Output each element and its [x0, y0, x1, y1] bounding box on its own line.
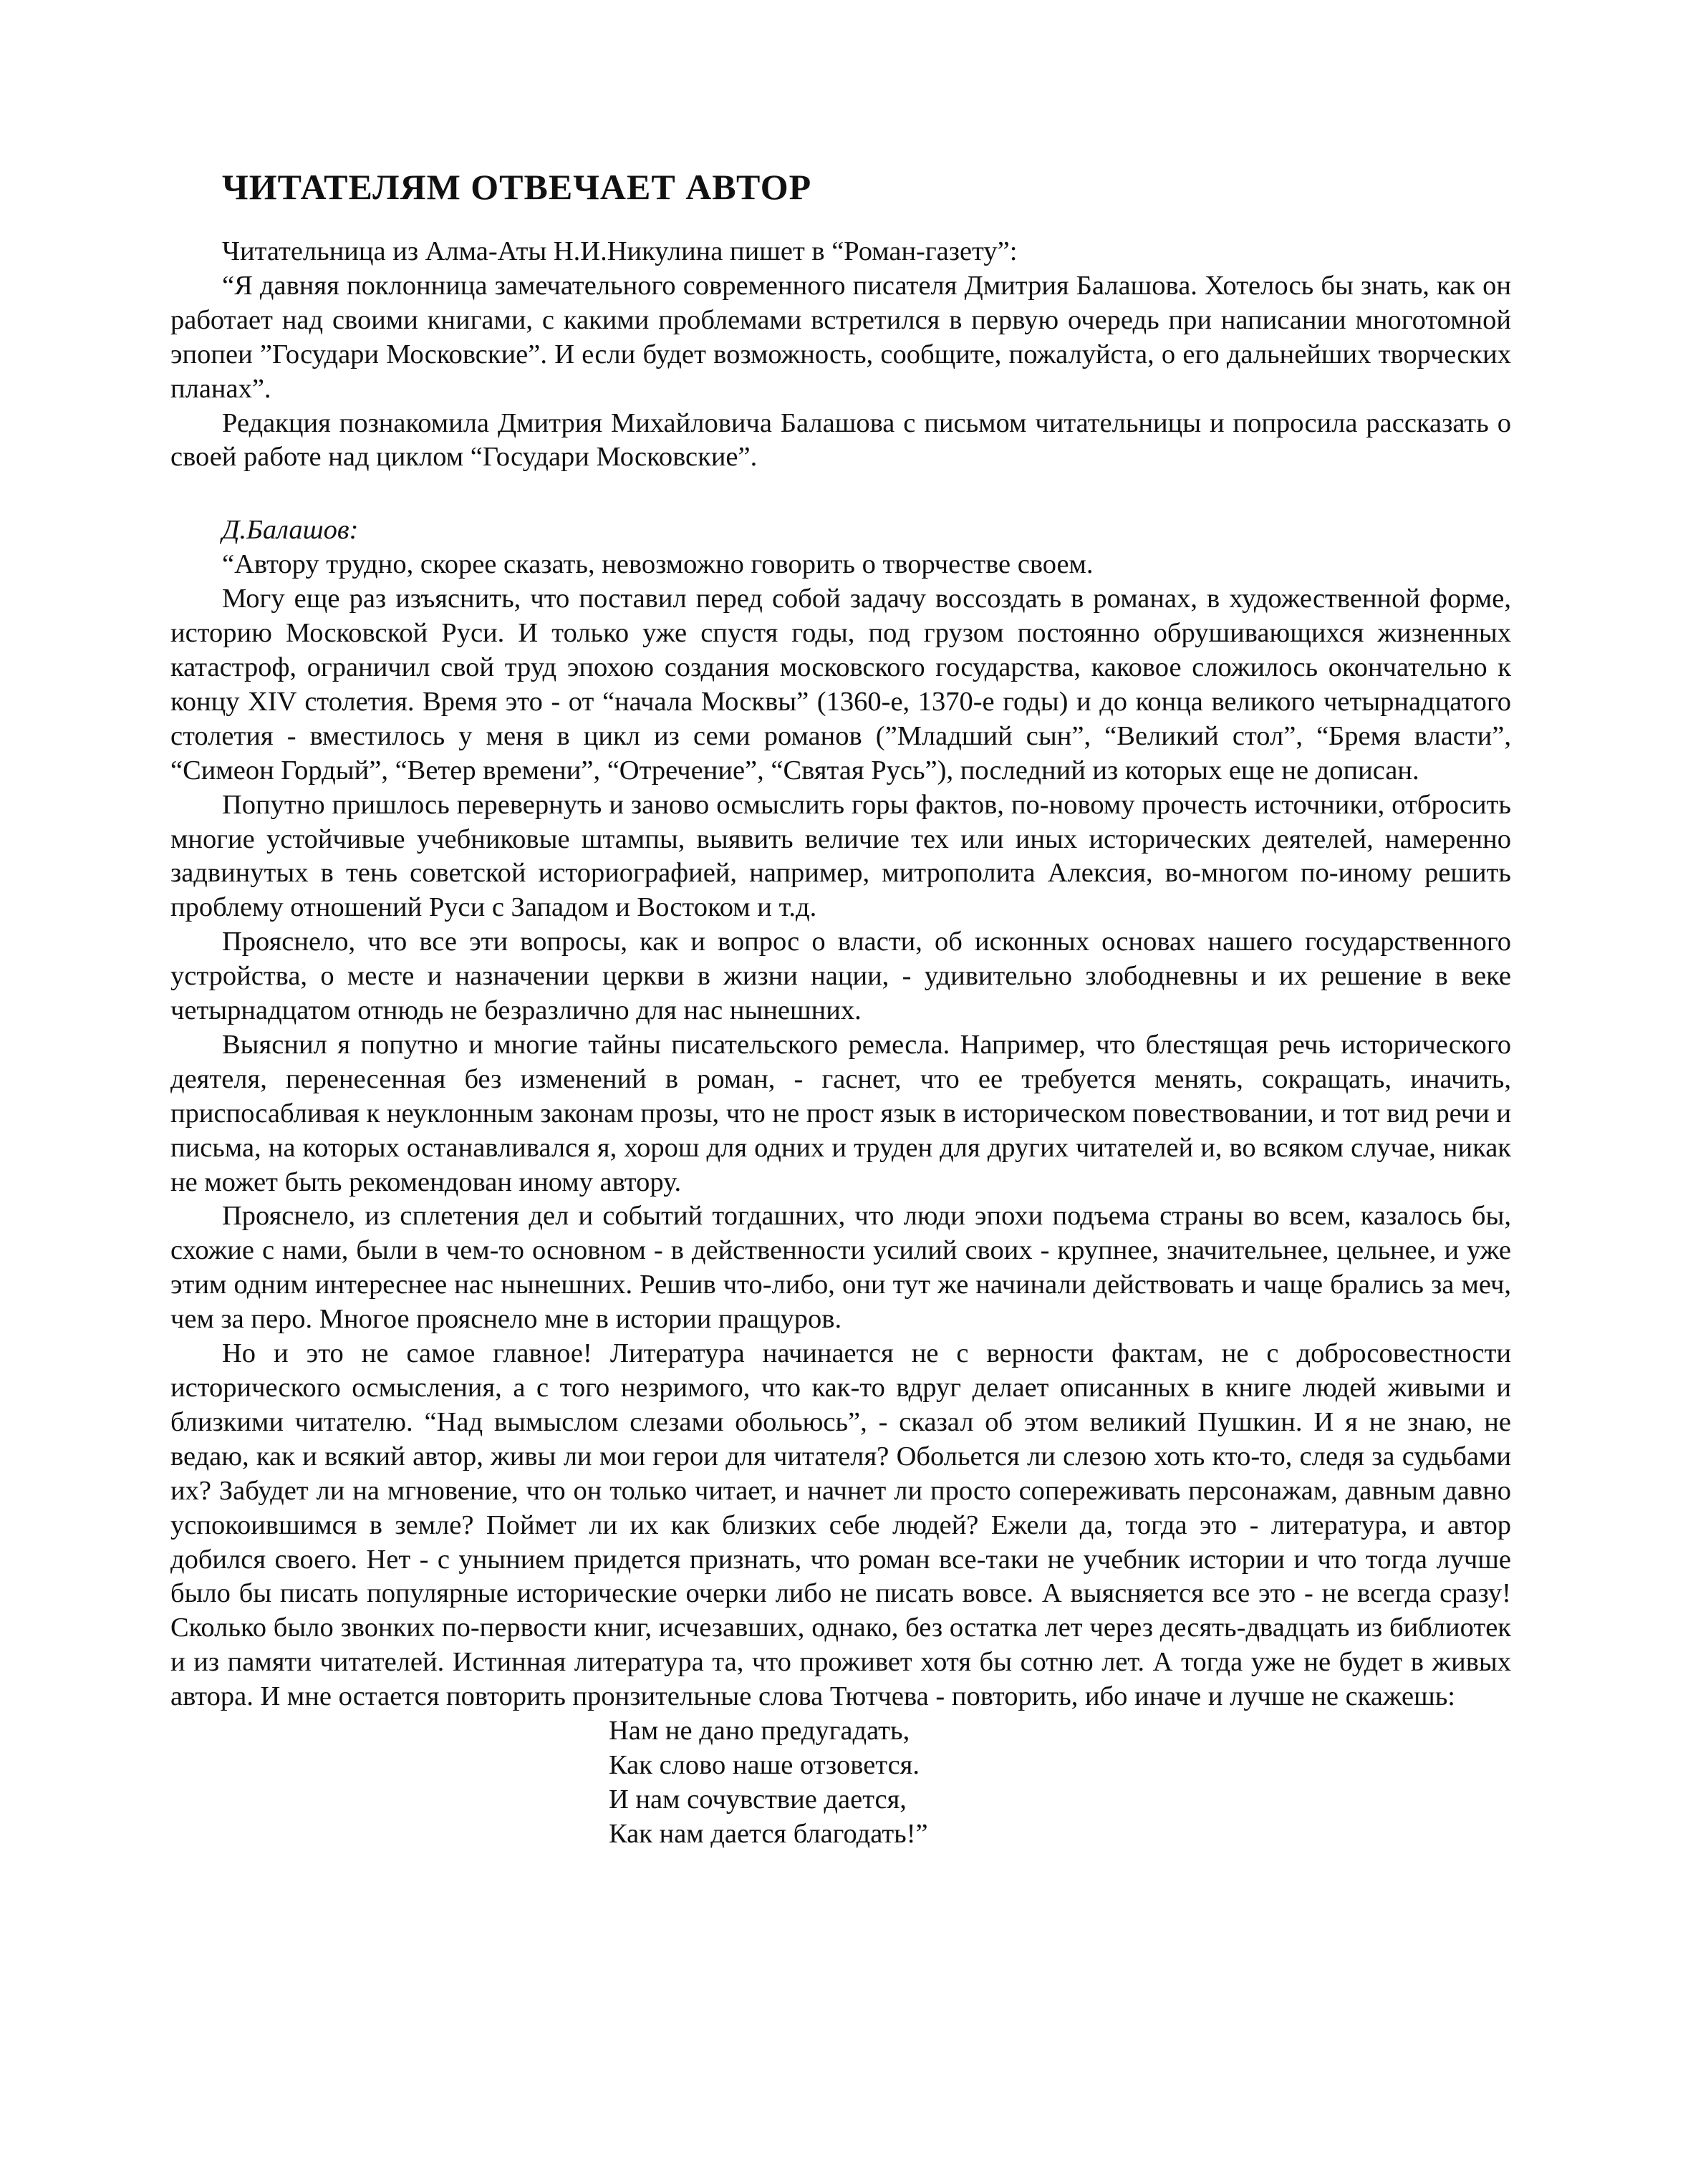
intro-paragraph: Читательница из Алма-Аты Н.И.Никулина пишет в “Роман-газету”:: [222, 236, 1018, 266]
poem-line: Нам не дано предугадать,: [609, 1716, 910, 1746]
poem-quote: [609, 1714, 1511, 1852]
page-title: ЧИТАТЕЛЯМ ОТВЕЧАЕТ АВТОР: [222, 167, 812, 207]
answer-paragraph: Попутно пришлось перевернуть и заново осмыслить горы фактов, по-новому прочесть источники, отбросить многие устойчивые учебниковые штампы, выявить величие тех или иных исторических деятелей, намеренно задвинутых в тень советской историографией, например, митрополита Алексия, во-многом по-иному решить проблему отношений Руси с Западом и Востоком и т.д.: [170, 789, 1511, 923]
answer-paragraph: Прояснело, из сплетения дел и событий тогдашних, что люди эпохи подъема страны во всем, казалось бы, схожие с нами, были в чем-то основном - в действенности усилий своих - крупнее, значительнее, цельнее, и уже этим одним интереснее нас нынешних. Решив что-либо, они тут же начинали действовать и чаще брались за меч, чем за перо. Многое прояснело мне в истории пращуров.: [170, 1201, 1511, 1335]
poem-line: Как слово наше отзовется.: [609, 1749, 920, 1780]
author-signature: Д.Балашов:: [222, 515, 359, 546]
answer-paragraph: “Автору трудно, скорее сказать, невозможно говорить о творчестве своем.: [222, 549, 1094, 580]
answer-paragraph: Могу еще раз изъяснить, что поставил перед собой задачу воссоздать в романах, в художественной форме, историю Московской Руси. И только уже спустя годы, под грузом постоянно обрушивающихся жизненных катастроф, ограничил свой труд эпохою создания московского государства, каковое сложилось окончательно к концу XIV столетия. Время это - от “начала Москвы” (1360-е, 1370-е годы) и до конца великого четырнадцатого столетия - вместилось у меня в цикл из семи романов (”Младший сын”, “Великий стол”, “Бремя власти”, “Симеон Гордый”, “Ветер времени”, “Отречение”, “Святая Русь”), последний из которых еще не дописан.: [170, 584, 1511, 786]
poem-line: И нам сочувствие дается,: [609, 1784, 907, 1815]
poem-line: Как нам дается благодать!”: [609, 1818, 928, 1849]
section-spacer: [170, 475, 1511, 513]
article-body: [170, 235, 1511, 1852]
answer-paragraph: Но и это не самое главное! Литература начинается не с верности фактам, не с добросовестности исторического осмысления, а с того незримого, что как-то вдруг делает описанных в книге людей живыми и близкими читателю. “Над вымыслом слезами обольюсь”, - сказал об этом великий Пушкин. И я не знаю, не ведаю, как и всякий автор, живы ли мои герои для читателя? Обольется ли слезою хоть кто-то, следя за судьбами их? Забудет ли на мгновение, что он только читает, и начнет ли просто сопереживать персонажам, давным давно успокоившимся в земле? Поймет ли их как близких себе людей? Ежели да, тогда это - литература, и автор добился своего. Нет - с унынием придется признать, что роман все-таки не учебник истории и что тогда лучше было бы писать популярные исторические очерки либо не писать вовсе. А выясняется все это - не всегда сразу! Сколько было звонких по-первости книг, исчезавших, однако, без остатка лет через десять-двадцать из библиотек и из памяти читателей. Истинная литература та, что проживет хотя бы сотню лет. А тогда уже не будет в живых автора. И мне остается повторить пронзительные слова Тютчева - повторить, ибо иначе и лучше не скажешь:: [170, 1338, 1511, 1712]
editorial-note-paragraph: Редакция познакомила Дмитрия Михайловича Балашова с письмом читательницы и попросила рассказать о своей работе над циклом “Государи Московские”.: [170, 407, 1511, 473]
reader-letter-paragraph: “Я давняя поклонница замечательного современного писателя Дмитрия Балашова. Хотелось бы знать, как он работает над своими книгами, с какими проблемами встретился в первую очередь при написании многотомной эпопеи ”Государи Московские”. И если будет возможность, сообщите, пожалуйста, о его дальнейших творческих планах”.: [170, 270, 1511, 404]
answer-paragraph: Выяснил я попутно и многие тайны писательского ремесла. Например, что блестящая речь исторического деятеля, перенесенная без изменений в роман, - гаснет, что ее требуется менять, сокращать, иначить, приспосабливая к неуклонным законам прозы, что не прост язык в историческом повествовании, и тот вид речи и письма, на которых останавливался я, хорош для одних и труден для других читателей и, во всяком случае, никак не может быть рекомендован иному автору.: [170, 1029, 1511, 1197]
answer-paragraph: Прояснело, что все эти вопросы, как и вопрос о власти, об исконных основах нашего государственного устройства, о месте и назначении церкви в жизни нации, - удивительно злободневны и их решение в веке четырнадцатом отнюдь не безразлично для нас нынешних.: [170, 927, 1511, 1026]
